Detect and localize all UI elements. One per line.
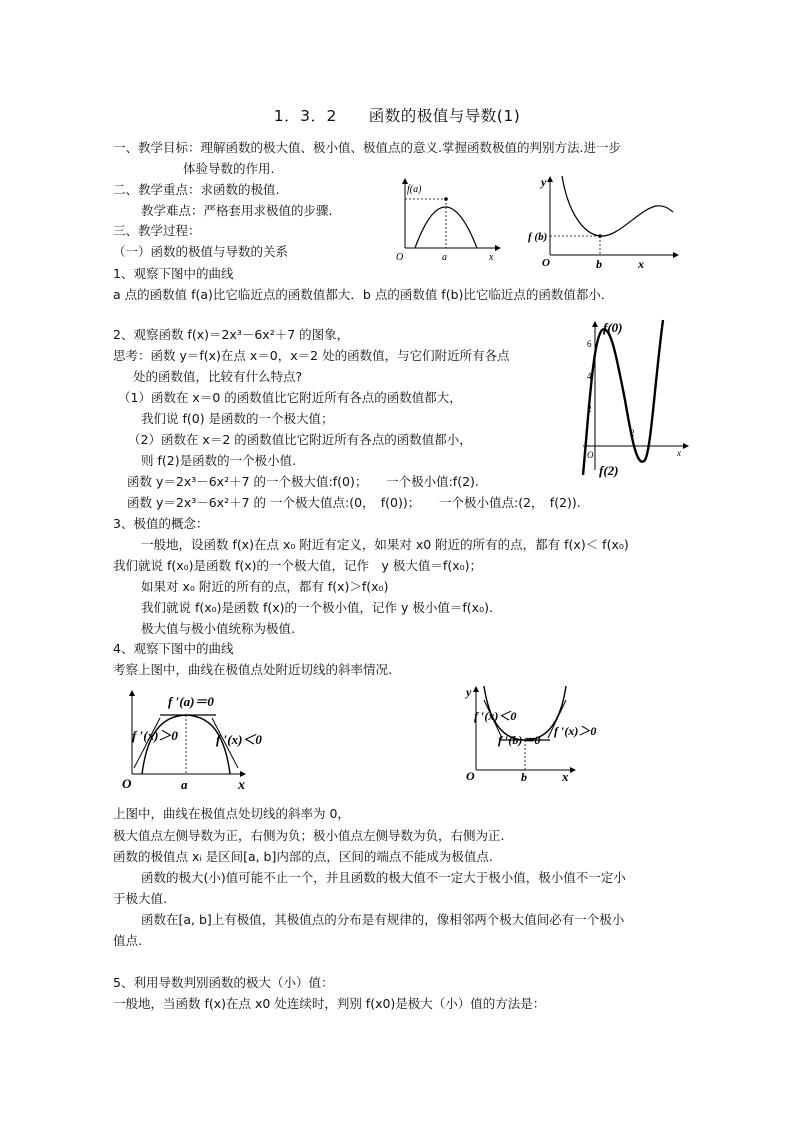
label-left: f ′(x)＞0 bbox=[132, 728, 178, 743]
tick-2: 2 bbox=[587, 404, 592, 414]
label-b: b bbox=[521, 770, 527, 784]
label-mid: f ′(b)＝0 bbox=[498, 733, 541, 747]
page-title: 1．3．2 函数的极值与导数(1) bbox=[273, 107, 521, 125]
item4-text: 考察上图中，曲线在极值点处附近切线的斜率情况. bbox=[113, 662, 392, 677]
objective-cont: 体验导数的作用. bbox=[183, 161, 275, 176]
summary-5-cont: 值点. bbox=[113, 933, 142, 948]
label-b: b bbox=[596, 257, 602, 271]
tick-6: 6 bbox=[587, 339, 592, 349]
label-x: x bbox=[489, 252, 494, 263]
label-origin: O bbox=[396, 252, 404, 263]
label-x: x bbox=[562, 769, 569, 784]
label-origin: O bbox=[587, 450, 594, 460]
summary-5: 函数在[a, b]上有极值，其极值点的分布是有规律的，像相邻两个极大值间必有一个极小 bbox=[141, 912, 625, 927]
extreme-points: 函数 y＝2x³－6x²＋7 的 一个极大值点:(0， f(0))； 一个极小值点:(2， f(2)). bbox=[127, 495, 581, 510]
figure-min-tangent bbox=[462, 682, 622, 782]
item5-text: 一般地，当函数 f(x)在点 x0 处连续时，判别 f(x0)是极大（小）值的方法是： bbox=[113, 996, 546, 1011]
label-x: x bbox=[677, 448, 681, 458]
label-x: x bbox=[238, 778, 245, 793]
key-point: 二、教学重点：求函数的极值. bbox=[113, 182, 280, 197]
summary-2: 极大值点左侧导数为正，右侧为负；极小值点左侧导数为负，右侧为正. bbox=[113, 828, 505, 843]
item4-heading: 4、观察下图中的曲线 bbox=[113, 641, 234, 656]
left-tangent bbox=[134, 718, 160, 768]
observe-heading: 1、观察下图中的曲线 bbox=[113, 266, 234, 281]
concept-5: 极大值与极小值统称为极值. bbox=[141, 621, 295, 636]
concept-3: 如果对 x₀ 附近的所有的点，都有 f(x)＞f(x₀) bbox=[141, 579, 389, 594]
label-a: a bbox=[181, 777, 188, 792]
process-heading: 三、教学过程： bbox=[113, 223, 201, 238]
label-f2: f(2) bbox=[599, 463, 619, 478]
summary-1: 上图中，曲线在极值点处切线的斜率为 0， bbox=[113, 806, 350, 821]
label-origin: O bbox=[122, 776, 132, 791]
item2-heading: 2、观察函数 f(x)＝2x³－6x²＋7 的图象， bbox=[113, 327, 350, 342]
label-right: f ′(x)＞0 bbox=[554, 724, 597, 738]
section-heading: （一）函数的极值与导数的关系 bbox=[113, 244, 289, 259]
concept-2: 我们就说 f(x₀)是函数 f(x)的一个极大值，记作 y 极大值＝f(x₀)； bbox=[113, 558, 482, 573]
label-top: f ′(a)＝0 bbox=[168, 694, 214, 709]
point1-cont: 我们说 f(0) 是函数的一个极大值； bbox=[141, 411, 334, 426]
concept-1: 一般地，设函数 f(x)在点 x₀ 附近有定义，如果对 x0 附近的所有的点，都有 f(x)＜ f(x₀) bbox=[141, 537, 629, 552]
label-right: f ′(x)＜0 bbox=[216, 732, 262, 747]
min-curve bbox=[562, 176, 673, 236]
label-left: f ′(x)＜0 bbox=[474, 709, 517, 723]
summary-3: 函数的极值点 xᵢ 是区间[a, b]内部的点，区间的端点不能成为极值点. bbox=[113, 849, 493, 864]
objective-line: 一、教学目标：理解函数的极大值、极小值、极值点的意义.掌握函数极值的判别方法.进一步 bbox=[113, 140, 621, 155]
think-line: 思考：函数 y＝f(x)在点 x＝0，x＝2 处的函数值，与它们附近所有各点 bbox=[113, 348, 510, 363]
figure-max-point bbox=[393, 176, 503, 266]
summary-4-cont: 于极大值. bbox=[113, 891, 167, 906]
label-origin: O bbox=[466, 769, 475, 783]
concept-4: 我们就说 f(x₀)是函数 f(x)的一个极小值，记作 y 极小值＝f(x₀). bbox=[141, 600, 493, 615]
item5-heading: 5、利用导数判别函数的极大（小）值： bbox=[113, 975, 334, 990]
think-cont: 处的函数值，比较有什么特点? bbox=[133, 369, 303, 384]
summary-4: 函数的极大(小)值可能不止一个，并且函数的极大值不一定大于极小值，极小值不一定小 bbox=[141, 870, 626, 885]
tick-x-2: 2 bbox=[630, 428, 635, 438]
label-y: y bbox=[466, 685, 472, 699]
figure-cubic-graph bbox=[555, 320, 695, 480]
label-origin: O bbox=[542, 257, 550, 269]
label-f0: f(0) bbox=[603, 320, 623, 335]
label-y: y bbox=[541, 175, 547, 189]
difficulty: 教学难点：严格套用求极值的步骤. bbox=[141, 203, 333, 218]
point2-cont: 则 f(2)是函数的一个极小值. bbox=[141, 453, 297, 468]
figure-min-point bbox=[528, 172, 688, 272]
label-fa: f(a) bbox=[407, 184, 422, 195]
point2: （2）函数在 x＝2 的函数值比它附近所有各点的函数值都小， bbox=[128, 432, 472, 447]
label-a: a bbox=[442, 252, 447, 263]
concept-heading: 3、极值的概念： bbox=[113, 516, 209, 531]
observe-text: a 点的函数值 f(a)比它临近点的函数值都大．b 点的函数值 f(b)比它临近点的函数值都小． bbox=[113, 287, 614, 302]
figure-max-tangent bbox=[120, 688, 285, 793]
label-fb: f (b) bbox=[528, 231, 548, 243]
tick-4: 4 bbox=[587, 371, 592, 381]
point1: （1）函数在 x＝0 的函数值比它附近所有各点的函数值都大， bbox=[118, 390, 462, 405]
extreme-values: 函数 y＝2x³－6x²＋7 的一个极大值:f(0)； 一个极小值:f(2). bbox=[127, 474, 479, 489]
label-x: x bbox=[638, 257, 644, 271]
